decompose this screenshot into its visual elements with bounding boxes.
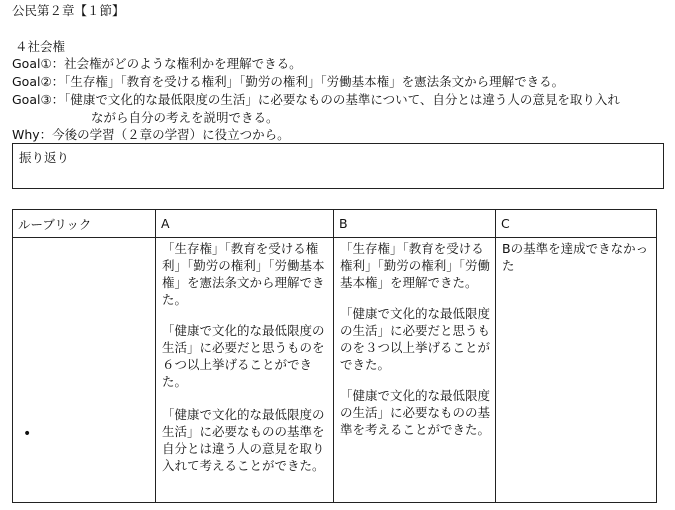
goal-3: Goal③：「健康で文化的な最低限度の生活」に必要なものの基準について、自分とは違う人の意見を取り入れ bbox=[12, 92, 620, 107]
rubric-header-b: B bbox=[334, 210, 496, 238]
criterion-b-3: 「健康で文化的な最低限度の生活」に必要なものの基準を考えることができた。 bbox=[340, 388, 491, 437]
goal-1: Goal①：社会権がどのような権利かを理解できる。 bbox=[12, 56, 302, 71]
rubric-header-row bbox=[13, 210, 657, 238]
rubric-header-c: C bbox=[496, 210, 657, 238]
goal-2: Goal②：「生存権」「教育を受ける権利」「勤労の権利」「労働基本権」を憲法条文から理解できる。 bbox=[12, 74, 565, 89]
criterion-b-2: 「健康で文化的な最低限度の生活」に必要だと思うものを３つ以上挙げることができた。 bbox=[340, 306, 491, 372]
page-title: 公民第２章【１節】 bbox=[12, 3, 125, 18]
rubric-header-a: A bbox=[156, 210, 334, 238]
criterion-a-2: 「健康で文化的な最低限度の生活」に必要だと思うものを６つ以上挙げることができた。 bbox=[162, 323, 325, 389]
goal-3-continuation: ながら自分の考えを説明できる。 bbox=[91, 110, 279, 125]
rubric-cell-b bbox=[334, 238, 496, 503]
criterion-a-3: 「健康で文化的な最低限度の生活」に必要なものの基準を自分とは違う人の意見を取り入れて考えることができた。 bbox=[162, 407, 325, 473]
criterion-a-1: 「生存権」「教育を受ける権利」「勤労の権利」「労働基本権」を憲法条文から理解できた。 bbox=[162, 241, 325, 307]
rubric-cell-c bbox=[496, 238, 657, 503]
rubric-table bbox=[12, 209, 657, 503]
reflection-label: 振り返り bbox=[19, 150, 70, 165]
reflection-box[interactable] bbox=[12, 143, 664, 189]
section-heading: ４社会権 bbox=[15, 39, 66, 54]
bullet-marker: • bbox=[23, 426, 32, 442]
criterion-c: Bの基準を達成できなかった bbox=[502, 241, 649, 273]
why-statement: Why：今後の学習（２章の学習）に役立つから。 bbox=[12, 127, 290, 142]
rubric-header-label: ルーブリック bbox=[13, 210, 156, 238]
rubric-cell-a bbox=[156, 238, 334, 503]
rubric-bullet-cell bbox=[13, 238, 156, 503]
rubric-body-row bbox=[13, 238, 657, 503]
criterion-b-1: 「生存権」「教育を受ける権利」「勤労の権利」「労働基本権」を理解できた。 bbox=[340, 241, 491, 290]
